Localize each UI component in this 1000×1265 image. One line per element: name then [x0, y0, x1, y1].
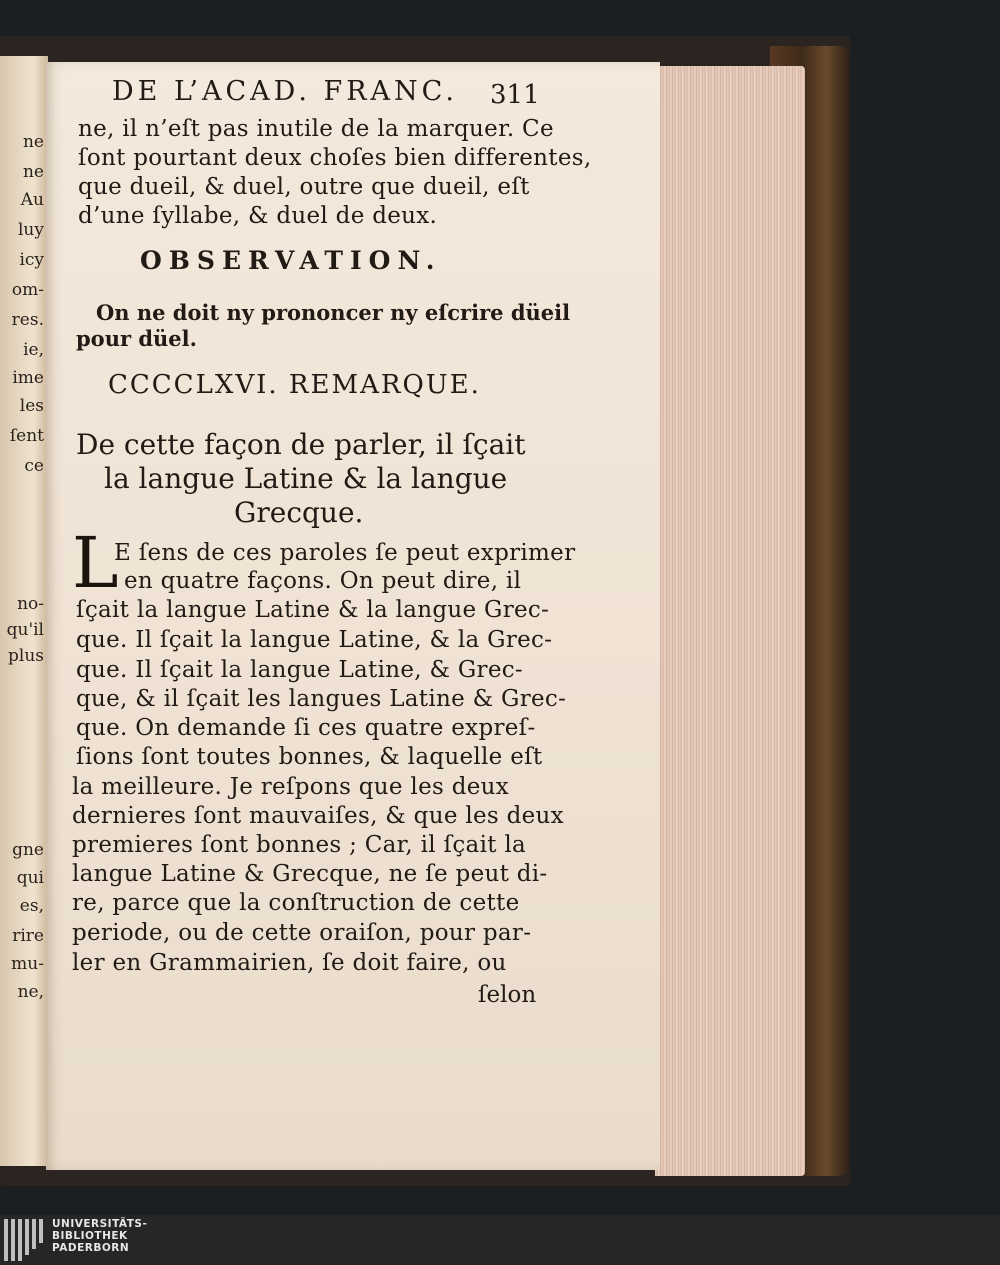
page-edges [655, 66, 805, 1176]
body-line: que. Il ſçait la langue Latine, & Grec- [76, 657, 524, 683]
body-line: re, parce que la conſtruction de cette [72, 890, 520, 916]
subtitle-line: la langue Latine & la langue [104, 462, 508, 495]
observation-heading: OBSERVATION. [140, 246, 442, 275]
observation-line: pour düel. [76, 326, 197, 351]
left-page [0, 56, 48, 1166]
left-fragment: mu- [11, 954, 44, 974]
body-line: ſçait la langue Latine & la langue Grec- [76, 597, 550, 623]
left-fragment: ce [24, 456, 44, 476]
drop-cap: L [72, 522, 119, 604]
left-fragment: es, [19, 896, 44, 916]
body-line: ſions ſont toutes bonnes, & laquelle eſt [76, 744, 543, 770]
body-line: periode, ou de cette oraiſon, pour par- [72, 920, 532, 946]
left-fragment: icy [19, 250, 44, 270]
body-line: la meilleure. Je reſpons que les deux [72, 774, 510, 800]
text-line: que dueil, & duel, outre que dueil, eſt [78, 174, 530, 200]
left-fragment: ie, [23, 340, 44, 360]
remarque-heading: CCCCLXVI. REMARQUE. [108, 370, 481, 400]
body-line: que. Il ſçait la langue Latine, & la Grec- [76, 627, 553, 653]
subtitle-line: Grecque. [234, 496, 364, 529]
left-fragment: rire [12, 926, 44, 946]
left-fragment: no- [17, 594, 44, 614]
body-line: que. On demande ſi ces quatre expreſ- [76, 715, 536, 741]
left-fragment: ne, [17, 982, 44, 1002]
left-fragment: ne [22, 162, 44, 182]
body-line: que, & il ſçait les langues Latine & Grec- [76, 686, 567, 712]
text-line: d’une ſyllabe, & duel de deux. [78, 203, 438, 229]
body-line: premieres ſont bonnes ; Car, il ſçait la [72, 832, 527, 858]
subtitle-line: De cette façon de parler, il ſçait [76, 428, 526, 461]
body-line: E ſens de ces paroles ſe peut exprimer [114, 540, 576, 566]
left-fragment: ſent [9, 426, 44, 446]
left-fragment: ne [22, 132, 44, 152]
left-fragment: qu'il [6, 620, 44, 640]
logo-line: UNIVERSITÄTS- [52, 1218, 148, 1230]
logo-line: BIBLIOTHEK [52, 1230, 128, 1242]
catchword: ſelon [478, 982, 537, 1008]
body-line: en quatre façons. On peut dire, il [124, 568, 522, 594]
body-line: langue Latine & Grecque, ne ſe peut di- [72, 861, 548, 887]
left-fragment: qui [16, 868, 44, 888]
library-logo-icon [4, 1219, 46, 1261]
logo-line: PADERBORN [52, 1242, 130, 1254]
footer-bar [0, 1215, 1000, 1265]
left-fragment: luy [18, 220, 44, 240]
left-fragment: Au [20, 190, 44, 210]
text-line: ne, il n’eſt pas inutile de la marquer. Ce [78, 116, 554, 142]
library-logo-text [52, 1218, 147, 1254]
text-line: ſont pourtant deux choſes bien differentes, [78, 145, 592, 171]
observation-line: On ne doit ny prononcer ny eſcrire düeil [96, 300, 571, 325]
running-header: DE L’ACAD. FRANC. [112, 76, 458, 107]
left-fragment: plus [8, 646, 44, 666]
left-fragment: gne [12, 840, 44, 860]
page-number: 311 [490, 80, 540, 110]
left-fragment: res. [11, 310, 44, 330]
left-fragment: les [19, 396, 44, 416]
left-fragment: om- [11, 280, 44, 300]
body-line: ler en Grammairien, ſe doit faire, ou [72, 950, 507, 976]
left-fragment: ime [12, 368, 44, 388]
body-line: dernieres ſont mauvaiſes, & que les deux [72, 803, 564, 829]
